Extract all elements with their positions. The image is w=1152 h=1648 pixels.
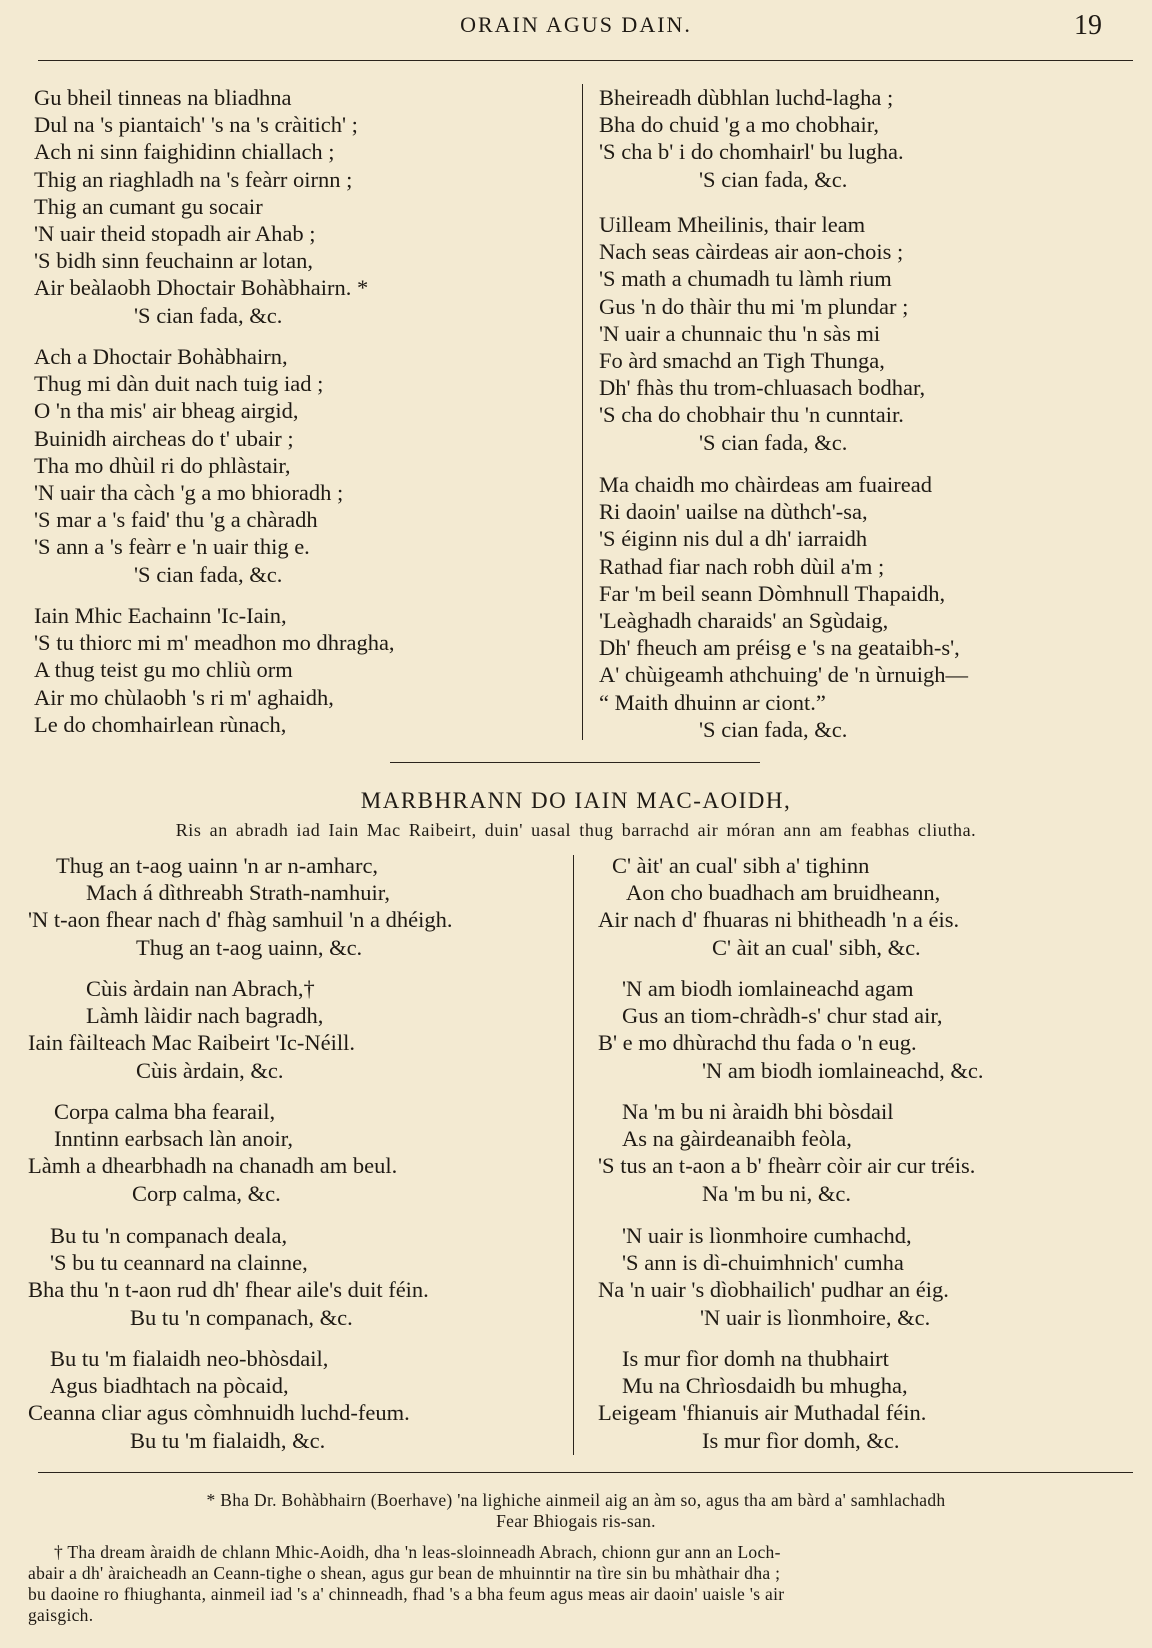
verse-line: Na 'm bu ni àraidh bhi bòsdail: [622, 1099, 894, 1124]
verse-line: Tha mo dhùil ri do phlàstair,: [34, 452, 291, 478]
verse-line: B' e mo dhùrachd thu fada o 'n eug.: [598, 1030, 917, 1056]
top-right-stanza-2: [599, 211, 925, 456]
running-title: ORAIN AGUS DAIN.: [460, 12, 692, 37]
refrain-line: Corp calma, &c.: [132, 1180, 281, 1206]
footnote-line: bu daoine ro fhiughanta, ainmeil iad 's a' chinneadh, fhad 's a bha feum agus meas air daoin' uaisle 's air: [28, 1584, 785, 1604]
column-divider-top: [582, 84, 583, 740]
verse-line: Gus an tiom-chràdh-s' chur stad air,: [622, 1003, 943, 1029]
verse-line: Ma chaidh mo chàirdeas am fuairead: [599, 472, 932, 497]
refrain-line: Bu tu 'n companach, &c.: [130, 1304, 353, 1330]
verse-line: Mach á dìthreabh Strath-namhuir,: [86, 880, 391, 906]
verse-line: 'S bu tu ceannard na clainne,: [50, 1250, 308, 1276]
verse-line: Ceanna cliar agus còmhnuidh luchd-feum.: [28, 1400, 410, 1426]
bottom-right-stanza-2: [598, 975, 983, 1084]
verse-line: 'S tus an t-aon a b' fheàrr còir air cur tréis.: [598, 1153, 976, 1179]
verse-line: 'S cha do chobhair thu 'n cunntair.: [599, 402, 904, 428]
verse-line: Aon cho buadhach am bruidheann,: [626, 880, 941, 906]
footnote-line: abair a dh' àraicheadh an Ceann-tighe o shean, agus gur bean de mhuinntir na tìre sin bu mhàthair dha ;: [28, 1563, 781, 1583]
verse-line: Le do chomhairlean rùnach,: [34, 711, 287, 737]
bottom-left-stanza-2: [28, 975, 355, 1084]
verse-line: Na 'n uair 's dìobhailich' pudhar an éig.: [598, 1277, 949, 1303]
verse-line: Buinidh aircheas do t' ubair ;: [34, 425, 294, 451]
verse-line: Leigeam 'fhianuis air Muthadal féin.: [598, 1400, 927, 1426]
elegy-title: MARBHRANN DO IAIN MAC-AOIDH,: [360, 788, 792, 813]
verse-line: 'N uair is lìonmhoire cumhachd,: [622, 1223, 912, 1248]
verse-line: Bu tu 'n companach deala,: [50, 1223, 288, 1248]
verse-line: Dh' fhàs thu trom-chluasach bodhar,: [599, 375, 926, 401]
section-divider: [390, 762, 760, 763]
verse-line: 'Leàghadh charaids' an Sgùdaig,: [599, 608, 889, 634]
verse-line: 'S éiginn nis dul a dh' iarraidh: [599, 526, 868, 552]
verse-line: Thig an cumant gu socair: [34, 193, 263, 219]
verse-line: Làmh làidir nach bagradh,: [86, 1003, 324, 1029]
bottom-left-stanza-1: [28, 852, 453, 961]
verse-line: Air mo chùlaobh 's ri m' aghaidh,: [34, 684, 334, 710]
verse-line: As na gàirdeanaibh feòla,: [622, 1126, 852, 1152]
bottom-left-stanza-5: [28, 1345, 410, 1454]
bottom-right-stanza-5: [598, 1345, 926, 1454]
verse-line: Fo àrd smachd an Tigh Thunga,: [599, 348, 885, 374]
verse-line: Bheireadh dùbhlan luchd-lagha ;: [599, 85, 894, 110]
verse-line: Iain Mhic Eachainn 'Ic-Iain,: [34, 603, 287, 628]
verse-line: Ach ni sinn faighidinn chiallach ;: [34, 139, 335, 165]
verse-line: 'N uair a chunnaic thu 'n sàs mi: [599, 320, 881, 346]
verse-line: 'S mar a 's faid' thu 'g a chàradh: [34, 507, 318, 533]
verse-line: 'N uair tha càch 'g a mo bhioradh ;: [34, 480, 344, 506]
verse-line: Cùis àrdain nan Abrach,†: [86, 976, 315, 1001]
refrain-line: 'S cian fada, &c.: [134, 561, 283, 587]
footnote-line: gaisgich.: [28, 1605, 94, 1625]
verse-line: Far 'm beil seann Dòmhnull Thapaidh,: [599, 580, 946, 606]
verse-line: Thig an riaghladh na 's feàrr oirnn ;: [34, 166, 353, 192]
verse-line: “ Maith dhuinn ar ciont.”: [599, 689, 826, 715]
verse-line: Dh' fheuch am préisg e 's na geataibh-s',: [599, 635, 960, 661]
verse-line: 'S bidh sinn feuchainn ar lotan,: [34, 248, 313, 274]
verse-line: Agus biadhtach na pòcaid,: [50, 1373, 289, 1399]
verse-line: Inntinn earbsach làn anoir,: [54, 1126, 294, 1152]
verse-line: C' àit' an cual' sibh a' tighinn: [612, 853, 870, 878]
top-right-stanza-1: [599, 84, 904, 193]
refrain-line: 'N uair is lìonmhoire, &c.: [700, 1304, 931, 1330]
verse-line: Làmh a dhearbhadh na chanadh am beul.: [28, 1153, 398, 1179]
verse-line: 'S ann is dì-chuimhnich' cumha: [622, 1250, 904, 1276]
verse-line: Air beàlaobh Dhoctair Bohàbhairn. *: [34, 275, 369, 301]
running-head: [0, 8, 1152, 42]
refrain-line: 'N am biodh iomlaineachd, &c.: [702, 1057, 984, 1083]
refrain-line: Bu tu 'm fialaidh, &c.: [130, 1427, 326, 1453]
verse-line: A' chùigeamh athchuing' de 'n ùrnuigh—: [599, 662, 968, 688]
verse-line: Dul na 's piantaich' 's na 's cràitich' ;: [34, 112, 358, 138]
verse-line: Is mur fìor domh na thubhairt: [622, 1346, 889, 1371]
verse-line: Corpa calma bha fearail,: [54, 1099, 276, 1124]
elegy-subtitle: Ris an abradh iad Iain Mac Raibeirt, duin' uasal thug barrachd air móran ann am feabhas cliutha.: [175, 820, 977, 840]
footnote-star: [0, 1490, 1152, 1532]
header-rule: [38, 60, 1133, 61]
verse-line: Air nach d' fhuaras ni bhitheadh 'n a éis.: [598, 907, 960, 933]
refrain-line: Thug an t-aog uainn, &c.: [136, 934, 363, 960]
refrain-line: C' àit an cual' sibh, &c.: [712, 934, 921, 960]
verse-line: Uilleam Mheilinis, thair leam: [599, 212, 866, 237]
footnote-line: † Tha dream àraidh de chlann Mhic-Aoidh, dha 'n leas-sloinneadh Abrach, chionn gur ann an Loch-: [54, 1542, 781, 1562]
verse-line: A thug teist gu mo chliù orm: [34, 657, 293, 683]
verse-line: Gus 'n do thàir thu mi 'm plundar ;: [599, 293, 909, 319]
top-left-stanza-1: [34, 84, 368, 329]
refrain-line: 'S cian fada, &c.: [699, 429, 848, 455]
verse-line: 'N am biodh iomlaineachd agam: [622, 976, 914, 1001]
refrain-line: 'S cian fada, &c.: [699, 716, 848, 742]
verse-line: 'S cha b' i do chomhairl' bu lugha.: [599, 139, 904, 165]
column-divider-bottom: [573, 855, 574, 1455]
verse-line: Nach seas càirdeas air aon-chois ;: [599, 239, 904, 265]
bottom-right-stanza-4: [598, 1222, 949, 1331]
verse-line: 'S math a chumadh tu làmh rium: [599, 266, 892, 292]
refrain-line: 'S cian fada, &c.: [699, 166, 848, 192]
verse-line: Ach a Dhoctair Bohàbhairn,: [34, 344, 288, 369]
verse-line: Rathad fiar nach robh dùil a'm ;: [599, 553, 885, 579]
bottom-right-stanza-1: [598, 852, 959, 961]
refrain-line: Na 'm bu ni, &c.: [702, 1180, 852, 1206]
footnote-line: * Bha Dr. Bohàbhairn (Boerhave) 'na lighiche ainmeil aig an àm so, agus tha am bàrd a' samhlachadh: [206, 1490, 946, 1510]
verse-line: Bha do chuid 'g a mo chobhair,: [599, 112, 879, 138]
page-number: 19: [1074, 10, 1102, 41]
refrain-line: 'S cian fada, &c.: [134, 302, 283, 328]
verse-line: Ri daoin' uailse na dùthch'-sa,: [599, 499, 868, 525]
verse-line: Thug an t-aog uainn 'n ar n-amharc,: [56, 853, 379, 878]
verse-line: 'S ann a 's feàrr e 'n uair thig e.: [34, 534, 310, 560]
top-right-stanza-3: [599, 471, 968, 743]
refrain-line: Cùis àrdain, &c.: [136, 1057, 284, 1083]
refrain-line: Is mur fìor domh, &c.: [702, 1427, 900, 1453]
verse-line: Mu na Chrìosdaidh bu mhugha,: [622, 1373, 908, 1399]
footnote-dagger: [28, 1542, 1138, 1626]
verse-line: Iain fàilteach Mac Raibeirt 'Ic-Néill.: [28, 1030, 356, 1056]
verse-line: 'N uair theid stopadh air Ahab ;: [34, 221, 316, 247]
verse-line: O 'n tha mis' air bheag airgid,: [34, 398, 299, 424]
top-left-stanza-2: [34, 343, 343, 588]
top-left-stanza-3: [34, 602, 395, 738]
verse-line: 'N t-aon fhear nach d' fhàg samhuil 'n a dhéigh.: [28, 907, 453, 933]
verse-line: Gu bheil tinneas na bliadhna: [34, 85, 292, 110]
footnote-rule: [38, 1472, 1133, 1473]
bottom-left-stanza-3: [28, 1098, 397, 1207]
verse-line: 'S tu thiorc mi m' meadhon mo dhragha,: [34, 630, 395, 656]
footnote-line: Fear Bhiogais ris-san.: [496, 1511, 656, 1531]
verse-line: Bu tu 'm fialaidh neo-bhòsdail,: [50, 1346, 329, 1371]
bottom-left-stanza-4: [28, 1222, 429, 1331]
verse-line: Thug mi dàn duit nach tuig iad ;: [34, 371, 324, 397]
bottom-right-stanza-3: [598, 1098, 975, 1207]
verse-line: Bha thu 'n t-aon rud dh' fhear aile's duit féin.: [28, 1277, 429, 1303]
